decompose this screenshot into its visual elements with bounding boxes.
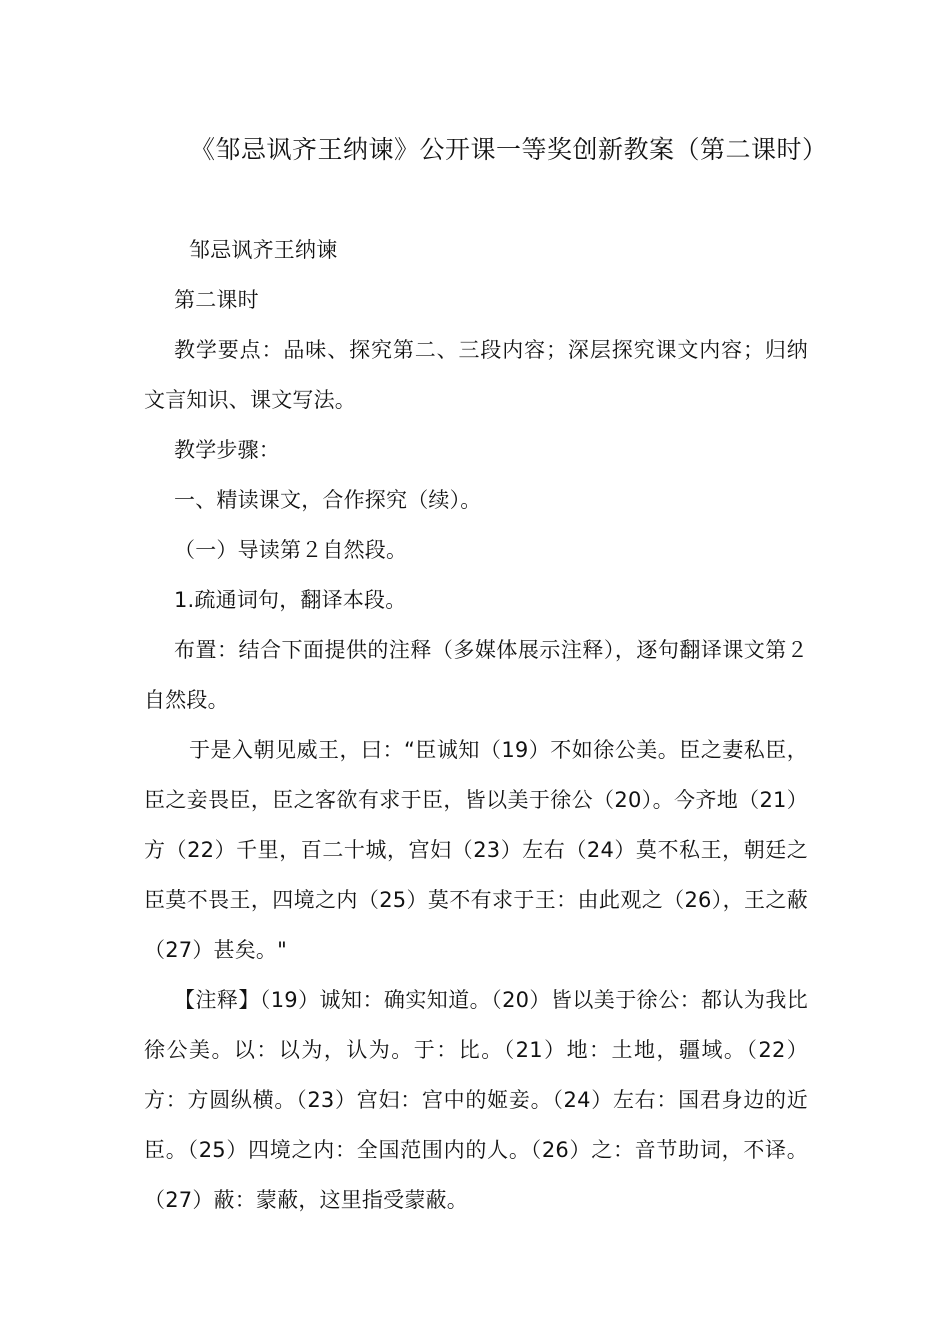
assignment-paragraph: 布置：结合下面提供的注释（多媒体展示注释），逐句翻译课文第２自然段。	[144, 638, 808, 712]
document-body	[144, 225, 808, 1225]
lesson-period: 第二课时	[174, 288, 259, 312]
document-title: 《邹忌讽齐王纳谏》公开课一等奖创新教案（第二课时）	[190, 135, 828, 164]
teaching-steps-heading: 教学步骤：	[174, 438, 280, 462]
text-title-repeat: 邹忌讽齐王纳谏	[189, 238, 338, 262]
classical-text-paragraph: 于是入朝见威王，曰：“臣诚知（19）不如徐公美。臣之妻私臣，臣之妾畏臣，臣之客欲有求于臣，皆以美于徐公（20）。今齐地（21）方（22）千里，百二十城，宫妇（23）左右（24）莫不私王，朝廷之臣莫不畏王，四境之内（25）莫不有求于王：由此观之（26），王之蔽（27）甚矣。"	[144, 738, 808, 962]
subsection-heading-1: （一）导读第２自然段。	[174, 538, 408, 562]
task-1-heading: 1.疏通词句，翻译本段。	[174, 588, 407, 612]
teaching-points: 教学要点：品味、探究第二、三段内容；深层探究课文内容；归纳文言知识、课文写法。	[144, 338, 808, 412]
section-heading-1: 一、精读课文，合作探究（续）。	[174, 488, 482, 512]
annotation-paragraph: 【注释】（19）诚知：确实知道。（20）皆以美于徐公：都认为我比徐公美。以：以为，认为。于：比。（21）地：土地，疆域。（22）方：方圆纵横。（23）宫妇：宫中的姬妾。（24）左右：国君身边的近臣。（25）四境之内：全国范围内的人。（26）之：音节助词，不译。（27）蔽：蒙蔽，这里指受蒙蔽。	[144, 988, 808, 1212]
